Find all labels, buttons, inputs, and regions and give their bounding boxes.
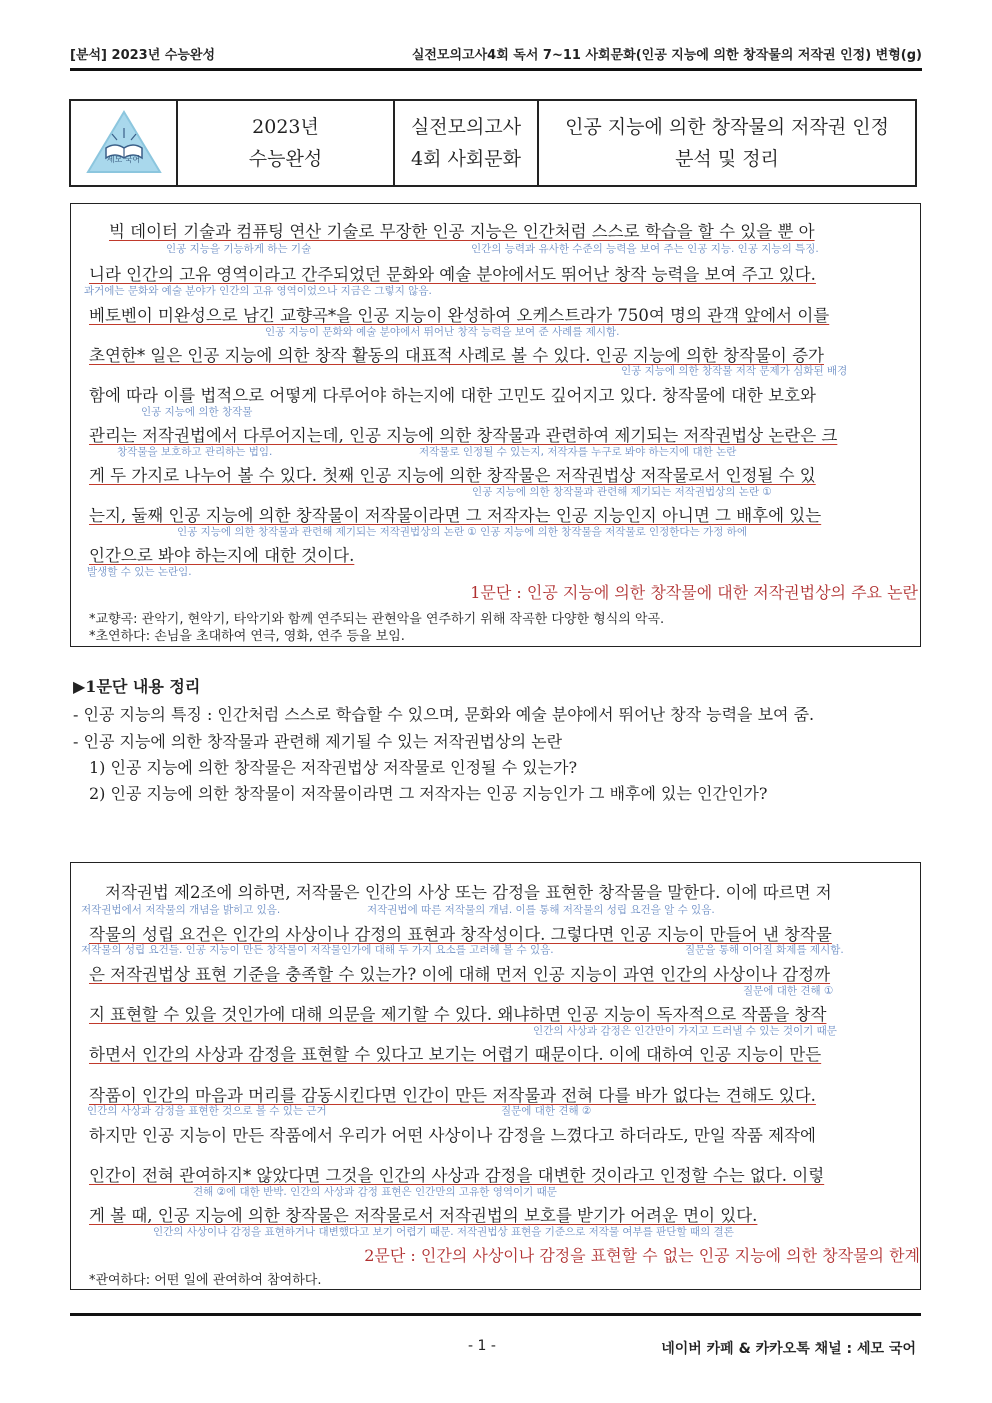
footer-divider [70, 1313, 921, 1316]
exam-line1: 실전모의고사 [410, 116, 522, 138]
page-header [70, 44, 922, 71]
annotation: 인공 지능에 의한 창작물 저작 문제가 심화된 배경 [621, 365, 848, 377]
organize-item: - 인공 지능에 의한 창작물과 관련해 제기될 수 있는 저작권법상의 논란 [73, 732, 563, 751]
text-line: 게 두 가지로 나누어 볼 수 있다. 첫째 인공 지능에 의한 창작물은 저작권법상 저작물로서 인정될 수 있 [89, 466, 816, 485]
paragraph-1-box [70, 203, 921, 647]
text-line: 지 표현할 수 있을 것인가에 대해 의문을 제기할 수 있다. 왜냐하면 인공 지능이 독자적으로 작품을 창작 [89, 1005, 827, 1024]
text-line: 는지, 둘째 인공 지능에 의한 창작물이 저작물이라면 그 저작자는 인공 지능인지 아니면 그 배후에 있는 [89, 506, 822, 525]
annotation: 인간의 사상과 감정은 인간만이 가지고 드러낼 수 있는 것이기 때문 [533, 1025, 837, 1037]
paragraph-1-summary: 1문단 : 인공 지능에 의한 창작물에 대한 저작권법상의 주요 논란 [470, 583, 918, 602]
annotation: 인간의 사상과 감정을 표현한 것으로 볼 수 있는 근거 [87, 1105, 327, 1117]
text-line: 은 저작권법상 표현 기준을 충족할 수 있는가? 이에 대해 먼저 인공 지능이 과연 인간의 사상이나 감정까 [89, 965, 831, 984]
footnote: *관여하다: 어떤 일에 관여하여 참여하다. [89, 1273, 322, 1288]
logo-cell [71, 101, 178, 185]
text-line: 니라 인간의 고유 영역이라고 간주되었던 문화와 예술 분야에서도 뛰어난 창작 능력을 보여 주고 있다. [89, 265, 816, 284]
text-line: 인간으로 봐야 하는지에 대한 것이다. [89, 546, 355, 565]
logo-text: 세모 국어 [106, 155, 141, 164]
text-line: 하면서 인간의 사상과 감정을 표현할 수 있다고 보기는 어렵기 때문이다. 이에 대하여 인공 지능이 만든 [89, 1045, 822, 1064]
paragraph-2-box [70, 862, 921, 1290]
topic-line1: 인공 지능에 의한 창작물의 저작권 인정 [565, 116, 889, 138]
year-cell [178, 101, 395, 185]
footnote: *초연하다: 손님을 초대하여 연극, 영화, 연주 등을 보임. [89, 629, 405, 644]
text-line: 관리는 저작권법에서 다루어지는데, 인공 지능에 의한 창작물과 관련하여 제기되는 저작권법상 논란은 크 [89, 426, 838, 445]
text-line: 작품이 인간의 마음과 머리를 감동시킨다면 인간이 만든 저작물과 전혀 다를 바가 없다는 견해도 있다. [89, 1086, 816, 1105]
text-line: 함에 따라 이를 법적으로 어떻게 다루어야 하는지에 대한 고민도 깊어지고 있다. 창작물에 대한 보호와 [89, 386, 816, 405]
paragraph-2-summary: 2문단 : 인간의 사상이나 감정을 표현할 수 없는 인공 지능에 의한 창작물의 한계 [364, 1246, 920, 1265]
footnote: *교향곡: 관악기, 현악기, 타악기와 함께 연주되는 관현악을 연주하기 위해 작곡한 다양한 형식의 악곡. [89, 612, 665, 627]
annotation: 저작권법에서 저작물의 개념을 밝히고 있음. [81, 904, 281, 916]
page-number: - 1 - [468, 1338, 496, 1354]
organize-item: 1) 인공 지능에 의한 창작물은 저작권법상 저작물로 인정될 수 있는가? [89, 758, 578, 777]
title-box [69, 99, 917, 187]
annotation: 인간의 사상이나 감정을 표현하거나 대변했다고 보기 어렵기 때문. 저작권법상 표현을 기준으로 저작물 여부를 판단할 때의 결론 [153, 1226, 734, 1238]
annotation: 인공 지능이 문화와 예술 분야에서 뛰어난 창작 능력을 보여 준 사례를 제시함. [265, 326, 620, 338]
annotation: 인공 지능에 의한 창작물과 관련해 제기되는 저작권법상의 논란 ① [472, 486, 772, 498]
annotation: 발생할 수 있는 논란임. [87, 566, 192, 578]
text-line: 인간이 전혀 관여하지* 않았다면 그것을 인간의 사상과 감정을 대변한 것이라고 인정할 수는 없다. 이렇 [89, 1166, 825, 1185]
text-line: 초연한* 일은 인공 지능에 의한 창작 활동의 대표적 사례로 볼 수 있다. 인공 지능에 의한 창작물이 증가 [89, 346, 824, 365]
annotation: 저작물의 성립 요건들. 인공 지능이 만든 창작물이 저작물인가에 대해 두 가지 요소를 고려해 볼 수 있음. [81, 944, 554, 956]
annotation: 인공 지능에 의한 창작물 [141, 406, 253, 418]
channel-label: 네이버 카페 & 카카오톡 채널 : 세모 국어 [661, 1341, 916, 1357]
header-left: [분석] 2023년 수능완성 [70, 48, 216, 63]
exam-line2: 4회 사회문화 [411, 148, 521, 170]
annotation: 인공 지능에 의한 창작물과 관련해 제기되는 저작권법상의 논란 ① 인공 지능에 의한 창작물을 저작물로 인정한다는 가정 하에 [177, 526, 747, 538]
annotation: 질문에 대한 견해 ① [743, 985, 834, 997]
text-line: 게 볼 때, 인공 지능에 의한 창작물은 저작물로서 저작권법의 보호를 받기가 어려운 면이 있다. [89, 1206, 758, 1225]
annotation: 창작물을 보호하고 관리하는 법임. [117, 446, 273, 458]
exam-cell [395, 101, 539, 185]
text-line: 베토벤이 미완성으로 남긴 교향곡*을 인공 지능이 완성하여 오케스트라가 750여 명의 관객 앞에서 이를 [89, 306, 830, 325]
year-line1: 2023년 [252, 116, 319, 138]
topic-line2: 분석 및 정리 [675, 148, 779, 170]
organize-title: ▶1문단 내용 정리 [73, 677, 201, 696]
text-line: 저작권법 제2조에 의하면, 저작물은 인간의 사상 또는 감정을 표현한 창작물을 말한다. 이에 따르면 저 [105, 883, 832, 902]
text-line: 작물의 성립 요건은 인간의 사상이나 감정의 표현과 창작성이다. 그렇다면 인공 지능이 만들어 낸 창작물 [89, 925, 832, 944]
annotation: 과거에는 문화와 예술 분야가 인간의 고유 영역이었으나 지금은 그렇지 않음. [84, 285, 432, 297]
annotation: 저작물로 인정될 수 있는지, 저작자를 누구로 봐야 하는지에 대한 논란 [419, 446, 737, 458]
annotation: 인공 지능을 기능하게 하는 기술 [166, 243, 312, 255]
annotation: 저작권법에 따른 저작물의 개념. 이를 통해 저작물의 성립 요건을 알 수 있음. [367, 904, 715, 916]
year-line2: 수능완성 [248, 148, 323, 170]
text-line: 하지만 인공 지능이 만든 작품에서 우리가 어떤 사상이나 감정을 느꼈다고 하더라도, 만일 작품 제작에 [89, 1126, 816, 1145]
organize-item: - 인공 지능의 특징 : 인간처럼 스스로 학습할 수 있으며, 문화와 예술 분야에서 뛰어난 창작 능력을 보여 줌. [73, 705, 815, 724]
header-right: 실전모의고사4회 독서 7~11 사회문화(인공 지능에 의한 창작물의 저작권 인정) 변형(g) [411, 48, 922, 63]
annotation: 인간의 능력과 유사한 수준의 능력을 보여 주는 인공 지능. 인공 지능의 특징. [471, 243, 819, 255]
topic-cell [539, 101, 915, 185]
book-logo-icon [84, 108, 164, 178]
annotation: 견해 ②에 대한 반박. 인간의 사상과 감정 표현은 인간만의 고유한 영역이기 때문 [193, 1186, 557, 1198]
text-line: 빅 데이터 기술과 컴퓨팅 연산 기술로 무장한 인공 지능은 인간처럼 스스로 학습을 할 수 있을 뿐 아 [109, 222, 815, 241]
organize-item: 2) 인공 지능에 의한 창작물이 저작물이라면 그 저작자는 인공 지능인가 그 배후에 있는 인간인가? [89, 784, 768, 803]
annotation: 질문에 대한 견해 ② [501, 1105, 592, 1117]
annotation: 질문을 통해 이어질 화제를 제시함. [685, 944, 844, 956]
